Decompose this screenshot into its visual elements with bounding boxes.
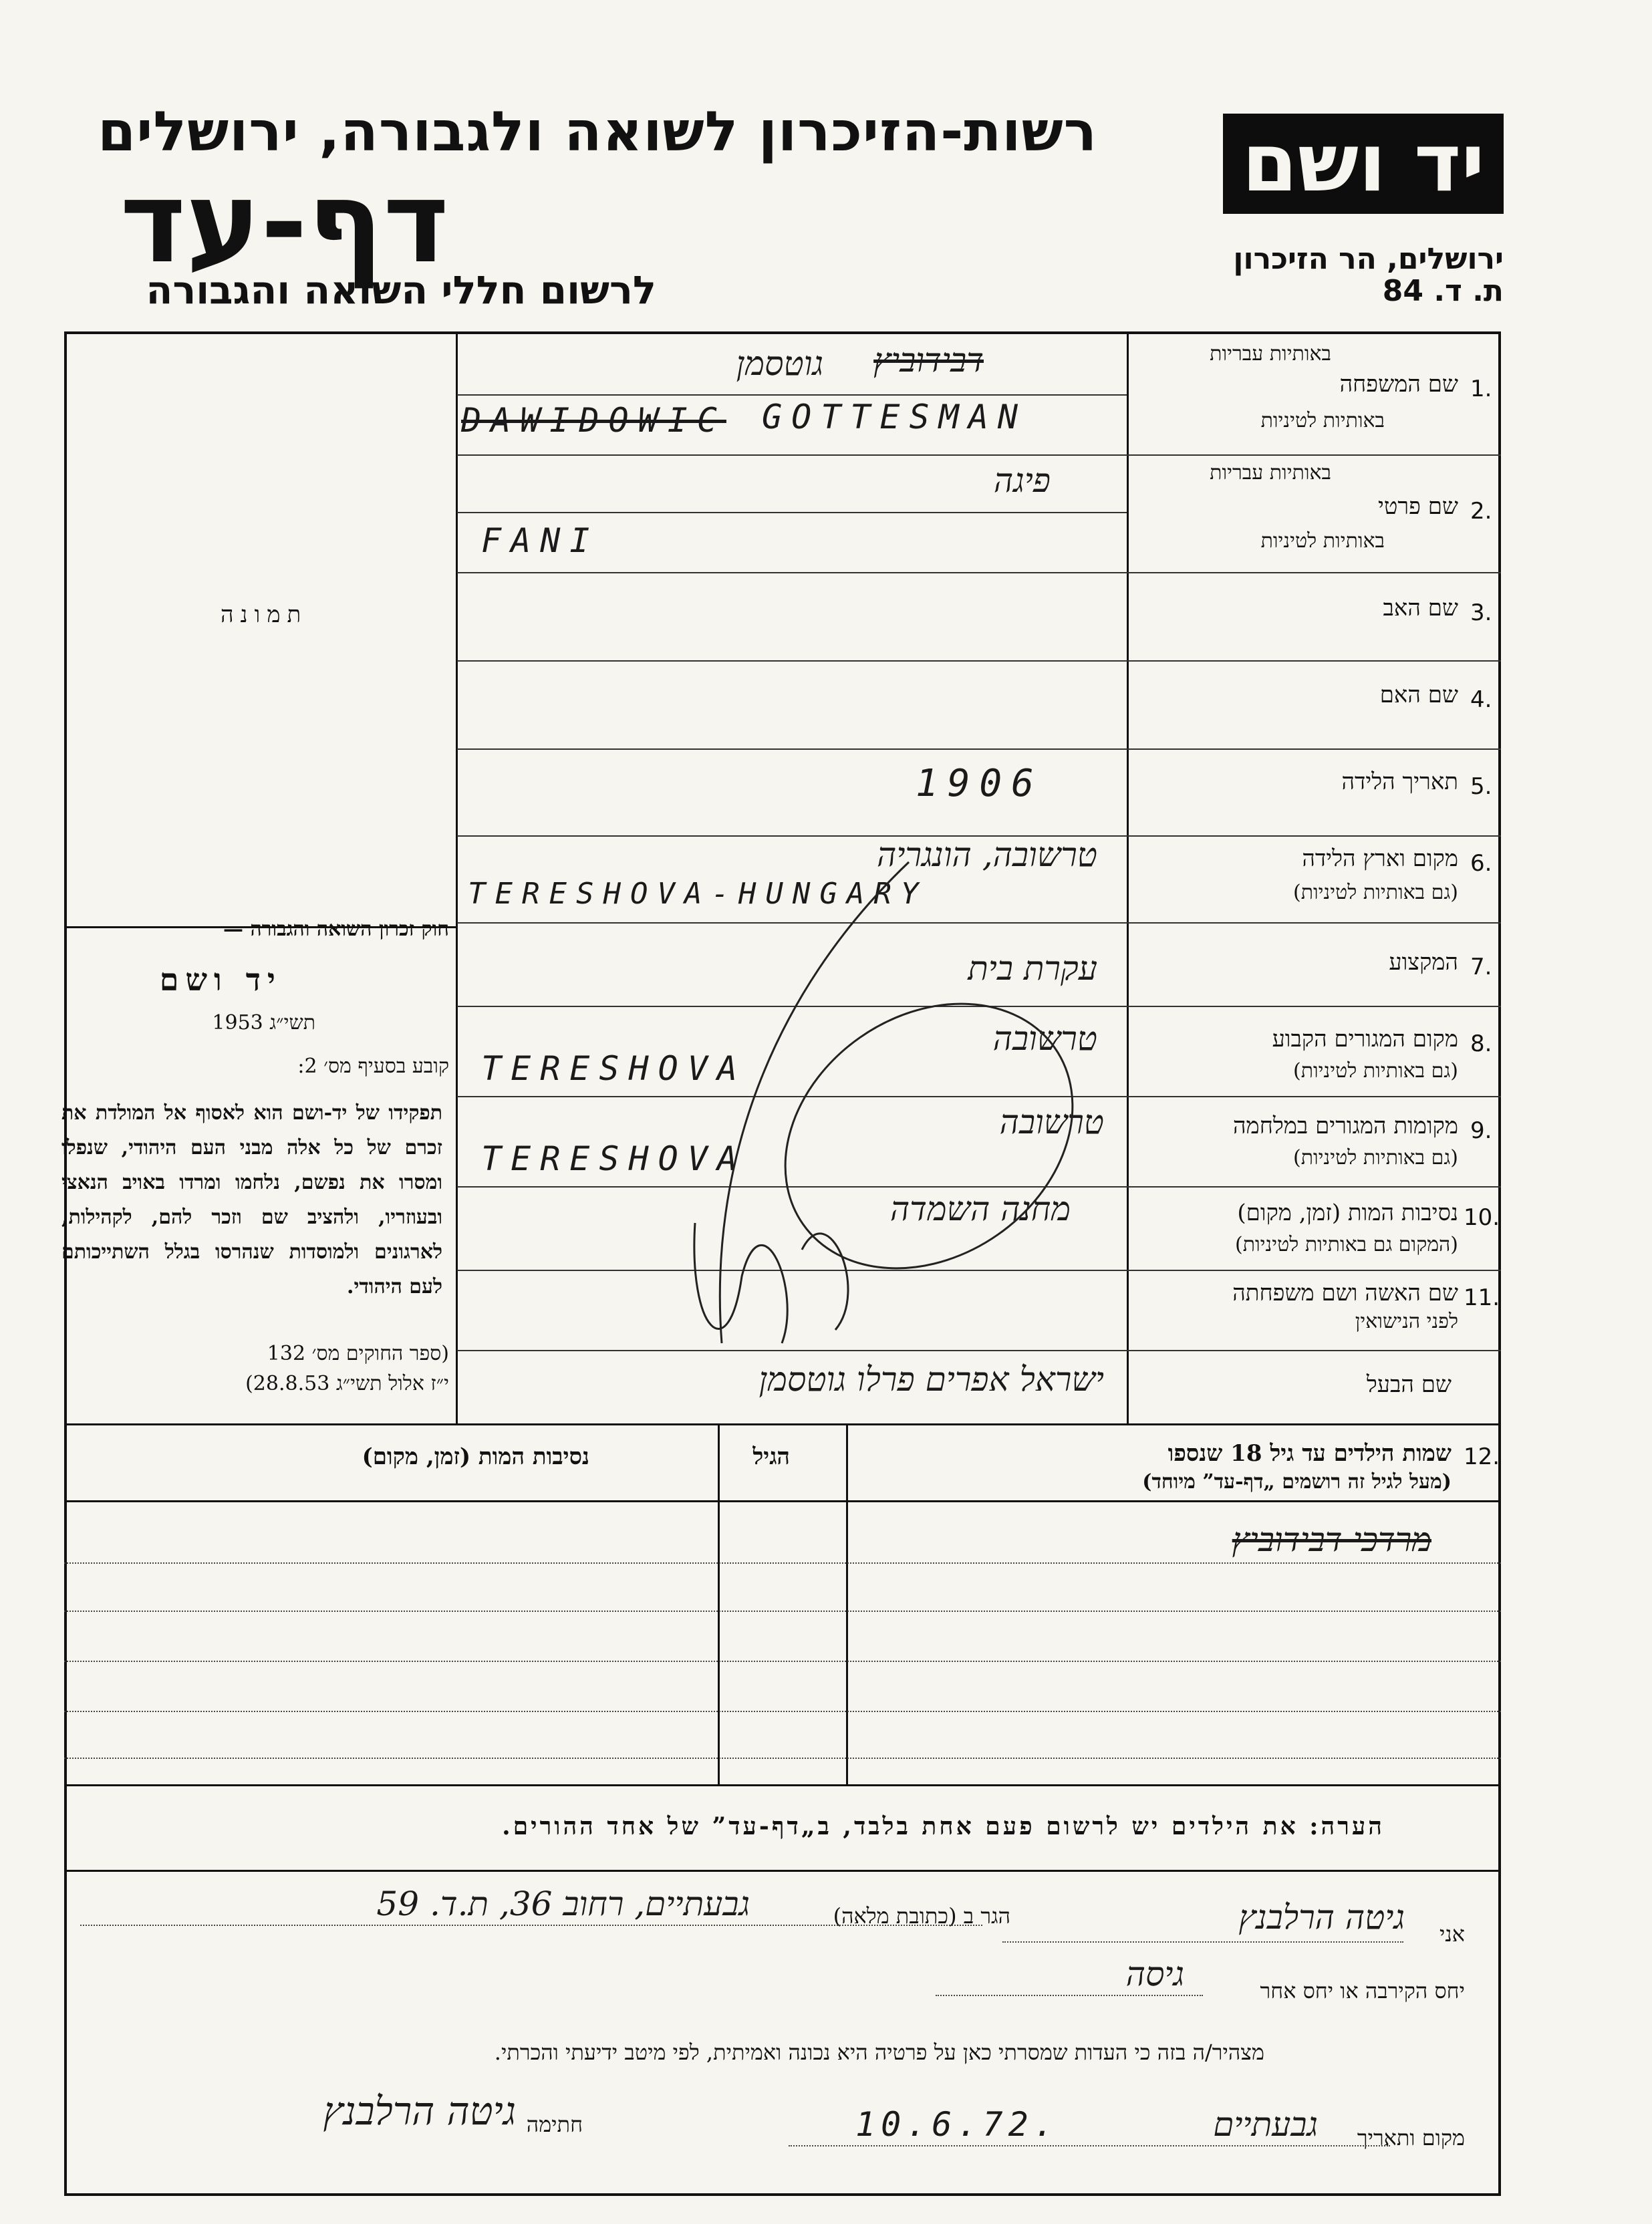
left-column-divider (456, 333, 458, 1423)
law-heading: חוק זכרון השואה והגבורה — (223, 918, 449, 941)
declaration-text: מצהיר/ה בזה כי העדות שמסרתי כאן על פרטיה היא נכונה ואמיתית, לפי מיטב ידיעתי והכרתי. (494, 2040, 1264, 2065)
field-7-label: המקצוע (1389, 949, 1458, 976)
field-5-label: תאריך הלידה (1341, 769, 1458, 795)
surname-hebrew-struck: דבידוביץ (873, 341, 984, 380)
yad-vashem-logo: יד ושם (1223, 114, 1504, 214)
death-circumstances: מחנה השמדה (889, 1190, 1071, 1228)
birth-place-hebrew: טרשובה, הונגריה (877, 835, 1097, 874)
address-line-1: ירושלים, הר הזיכרון (1233, 242, 1504, 276)
residence-latin: TERESHOVA (481, 1049, 746, 1088)
law-year: תשי״ג 1953 (212, 1011, 315, 1034)
address-line-2: ת. ד. 84 (1382, 274, 1504, 308)
law-name: יד ושם (159, 962, 282, 998)
war-residence-latin: TERESHOVA (481, 1139, 746, 1178)
field-3-label: שם האב (1383, 595, 1458, 621)
field-9-sub: (גם באותיות לטיניות) (1293, 1146, 1458, 1169)
field-1-number: 1. (1470, 376, 1492, 402)
profession: עקרת בית (968, 949, 1097, 988)
field-11-sub: לפני הנישואין (1355, 1310, 1458, 1333)
field-2-number: 2. (1470, 498, 1492, 525)
declarant-name: גיטה הרלבנץ (1238, 1898, 1405, 1937)
place-date-label: מקום ותאריך (1357, 2125, 1465, 2150)
law-clause: קובע בסעיף מס׳ 2: (297, 1055, 449, 1078)
field-8-sub: (גם באותיות לטיניות) (1293, 1059, 1458, 1083)
field-4-number: 4. (1470, 686, 1492, 713)
signature-label: חתימה (526, 2112, 583, 2137)
field-6-number: 6. (1470, 850, 1492, 877)
date-value: 10.6.72. (855, 2105, 1059, 2144)
law-reference-1: (ספר החוקים מס׳ 132 (267, 1342, 449, 1365)
war-residence-hebrew: טרשובה (999, 1103, 1104, 1141)
relation-value: גיסה (1125, 1955, 1184, 1993)
field-7-number: 7. (1470, 954, 1492, 980)
field-8-label: מקום המגורים הקבוע (1272, 1026, 1458, 1053)
field-1-label: שם המשפחה (1339, 371, 1458, 398)
declarant-i-label: אני (1439, 1921, 1465, 1947)
field-4-label: שם האם (1379, 682, 1458, 708)
children-header-divider (64, 1500, 1501, 1502)
note-bottom-divider (64, 1870, 1501, 1872)
field-10-number: 10. (1464, 1204, 1500, 1231)
page-title: דף-עד (120, 157, 449, 288)
photo-label: תמונה (221, 601, 308, 628)
field-10-sub: (המקום גם באותיות לטיניות) (1234, 1233, 1458, 1256)
field-9-number: 9. (1470, 1117, 1492, 1144)
field-2-latin-letters: באותיות לטיניות (1260, 529, 1385, 553)
scribble-mark (668, 822, 1136, 1390)
residing-label: הגר ב (כתובת מלאה) (833, 1903, 1010, 1929)
children-label: שמות הילדים עד גיל 18 שנספו (1167, 1440, 1452, 1467)
signature: גיטה הרלבנץ (323, 2088, 516, 2134)
field-6-sub: (גם באותיות לטיניות) (1293, 881, 1458, 904)
organization-name: רשות-הזיכרון לשואה ולגבורה, ירושלים (98, 100, 1097, 164)
field-3-number: 3. (1470, 599, 1492, 626)
age-column-header: הגיל (752, 1443, 790, 1470)
field-10-label: נסיבות המות (זמן, מקום) (1237, 1200, 1458, 1226)
field-9-label: מקומות המגורים במלחמה (1233, 1113, 1458, 1139)
children-col-divider-1 (718, 1423, 720, 1784)
field-2-label: שם פרטי (1377, 493, 1458, 520)
law-reference-2: י״ז אלול תשי״ג 28.8.53) (245, 1372, 449, 1395)
birth-year: 1906 (916, 762, 1043, 805)
section-divider-12 (64, 1423, 1501, 1425)
field-1-latin-letters: באותיות לטיניות (1260, 409, 1385, 432)
law-text: תפקידו של יד-ושם הוא לאסוף אל המולדת את זכרם של כל אלה מבני העם היהודי, שנפלו ומסרו את נפשם, נלחמו ומרדו באויב הנאצי ובעוזריו, ולהציב שם וזכר להם, לקהילות, לארגונים ולמוסדות שנהרסו בגלל השתייכותם לעם היהודי. (61, 1101, 442, 1298)
note-top-divider (64, 1784, 1501, 1786)
field-1-hebrew-letters: באותיות עבריות (1210, 342, 1331, 366)
field-11-label: שם האשה ושם משפחתה (1232, 1280, 1458, 1306)
children-note: הערה: את הילדים יש לרשום פעם אחת בלבד, ב„דף-עד” של אחד ההורים. (502, 1812, 1385, 1840)
field-2-hebrew-letters: באותיות עבריות (1210, 461, 1331, 484)
birth-place-latin: TERESHOVA-HUNGARY (468, 877, 928, 911)
relation-label: יחס הקירבה או יחס אחר (1260, 1978, 1465, 2003)
residence-hebrew: טרשובה (992, 1019, 1097, 1058)
child-row-1: מרדכי דבידוביץ (1232, 1520, 1431, 1559)
field-6-label: מקום וארץ הלידה (1302, 845, 1458, 872)
declarant-address: גבעתיים, רחוב 36, ת.ד. 59 (376, 1885, 750, 1923)
surname-latin-struck: DAWIDOWIC (461, 401, 726, 440)
given-name-hebrew: פיגה (993, 461, 1051, 500)
surname-hebrew: גוטסמן (736, 344, 823, 383)
death-column-header: נסיבות המות (זמן, מקום) (362, 1443, 589, 1470)
field-8-number: 8. (1470, 1030, 1492, 1057)
given-name-latin: FANI (481, 521, 599, 560)
children-col-divider-2 (846, 1423, 848, 1784)
husband-name: ישראל אפרים פרלו גוטסמן (759, 1360, 1104, 1399)
children-sub: (מעל לגיל זה רושמים „דף-עד” מיוחד) (1142, 1470, 1452, 1494)
place-value: גבעתיים (1213, 2105, 1318, 2144)
field-12-number: 12. (1464, 1443, 1500, 1470)
surname-latin: GOTTESMAN (762, 398, 1027, 436)
field-5-number: 5. (1470, 773, 1492, 800)
page-subtitle: לרשום חללי השואה והגבורה (146, 267, 656, 313)
husband-label: שם הבעל (1366, 1371, 1452, 1398)
field-11-number: 11. (1464, 1284, 1500, 1311)
